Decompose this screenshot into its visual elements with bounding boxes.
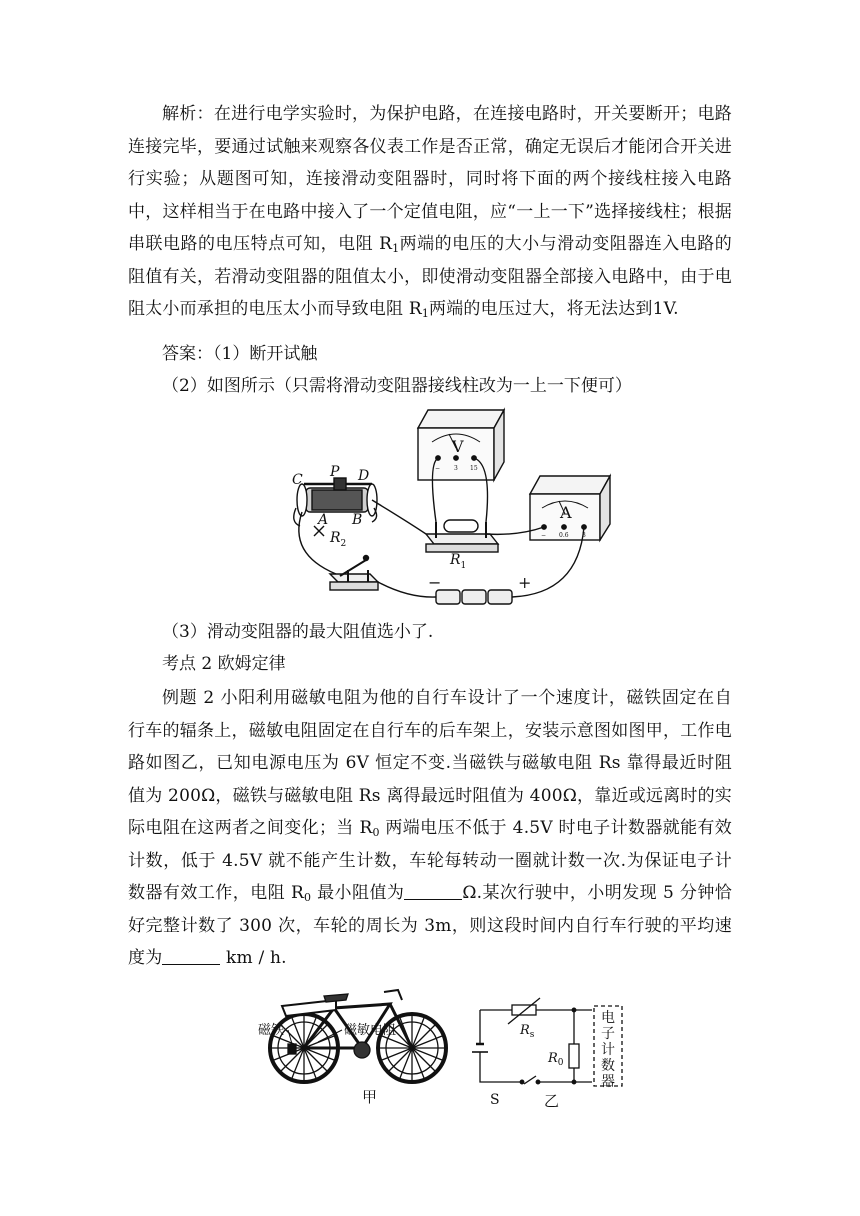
switch-icon: [524, 1076, 536, 1084]
resistor-r1-icon: [426, 520, 498, 552]
label-b: B: [352, 512, 363, 528]
bike-figure: [252, 986, 448, 1110]
label-p: P: [330, 464, 340, 480]
rheostat-icon: [294, 478, 377, 526]
magnet-icon: [288, 1044, 296, 1054]
label-r1: $R_1$: [450, 552, 467, 571]
switch-label: S: [490, 1092, 500, 1108]
r1-subscript: 1: [421, 307, 430, 320]
ammeter-label: A: [560, 503, 572, 522]
analysis-paragraph: [128, 98, 732, 326]
example-text-4: Ω.某次行驶中，小明发现 5 分钟恰好完整计数了 300 次，车轮的周长为 3m，则这段时间内自行车行驶的平均速度为: [128, 883, 733, 968]
example-text-3: 最小阻值为: [317, 883, 405, 903]
voltmeter-label: V: [452, 437, 464, 456]
sensor-label: 磁敏电阻: [344, 1023, 397, 1038]
a-scale-minus: −: [541, 532, 547, 539]
label-r2: $R_2$: [330, 530, 347, 549]
counter-circuit-figure: [470, 996, 640, 1110]
analysis-text-2: 两端的电压的大小与滑动变阻器连入电路的阻值有关，若滑动变阻器的阻值太小，即使滑动变阻器全部接入电路中，由于电阻太小而承担的电压太小而导致电阻: [128, 234, 732, 319]
v-scale-15: 15: [470, 465, 478, 472]
switch-icon: [330, 556, 378, 591]
answer-3: （3）滑动变阻器的最大阻值选小了.: [162, 622, 434, 642]
figure-caption-jia: 甲: [362, 1088, 378, 1106]
label-a: A: [318, 512, 329, 528]
rs-resistor-icon: [512, 1005, 536, 1015]
label-c: C: [292, 472, 303, 488]
example-text-2: 两端电压不低于 4.5V 时电子计数器就能有效计数，低于 4.5V 就不能产生计数，车轮每转动一圈就计数一次.为保证电子计数器有效工作，电阻: [128, 818, 732, 903]
a-scale-06: 0.6: [559, 532, 569, 539]
v-scale-minus: −: [435, 465, 441, 472]
answer-blank-1[interactable]: [404, 883, 462, 900]
example-text-1: 例题 2 小阳利用磁敏电阻为他的自行车设计了一个速度计，磁铁固定在自行车的辐条上，磁敏电阻固定在自行车的后车架上，安装示意图如图甲，工作电路如图乙，已知电源电压为 6V 恒定不变.当磁铁与磁敏电阻 Rs 靠得最近时阻值为 200Ω，磁铁与磁敏电阻 Rs 离得最远时阻值为 400Ω，靠近或远离时的实际电阻在这两者之间变化；当: [128, 688, 732, 838]
analysis-text-3: 两端的电压过大，将无法达到1V.: [429, 299, 679, 319]
example-text-5: km / h.: [226, 948, 287, 968]
battery-plus: +: [518, 573, 532, 592]
circuit-apparatus-figure: [278, 404, 618, 612]
counter-char: 器: [601, 1074, 615, 1090]
section-title: 考点 2 欧姆定律: [162, 654, 286, 674]
r0-resistor-icon: [569, 1044, 579, 1068]
analysis-prefix: 解析：: [162, 104, 214, 124]
magnet-label: 磁铁: [258, 1023, 285, 1038]
battery-icon: [436, 590, 512, 604]
v-scale-3: 3: [454, 465, 458, 472]
analysis-text-1: 在进行电学实验时，为保护电路，在连接电路时，开关要断开；电路连接完毕，要通过试触来观察各仪表工作是否正常，确定无误后才能闭合开关进行实验；从题图可知，连接滑动变阻器时，同时将下面的两个接线柱接入电路中，这样相当于在电路中接入了一个定值电阻，应“一上一下”选择接线柱；根据串联电路的电压特点可知，电阻: [128, 104, 732, 254]
r1-symbol: R: [408, 299, 422, 319]
r1-symbol: R: [379, 234, 393, 254]
counter-char: 电: [601, 1010, 615, 1026]
r0-label: $R_0$: [548, 1051, 564, 1068]
a-scale-3: 3: [582, 532, 586, 539]
r0-symbol: R: [359, 818, 373, 838]
battery-minus: −: [428, 573, 442, 592]
answer-2: （2）如图所示（只需将滑动变阻器接线柱改为一上一下便可）: [162, 376, 632, 396]
answer-1: 答案：（1）断开试触: [162, 344, 318, 364]
counter-char: 数: [601, 1058, 615, 1074]
counter-char: 计: [601, 1042, 615, 1058]
label-d: D: [358, 468, 370, 484]
r0-symbol: R: [291, 883, 304, 903]
rs-label: $R_s$: [520, 1023, 535, 1040]
answer-blank-2[interactable]: [162, 948, 220, 965]
figure-caption-yi: 乙: [544, 1092, 560, 1110]
example-paragraph: [128, 682, 732, 975]
r0-subscript: 0: [304, 891, 312, 904]
r1-subscript: 1: [392, 242, 400, 255]
counter-char: 子: [601, 1026, 615, 1042]
r0-subscript: 0: [372, 826, 380, 839]
